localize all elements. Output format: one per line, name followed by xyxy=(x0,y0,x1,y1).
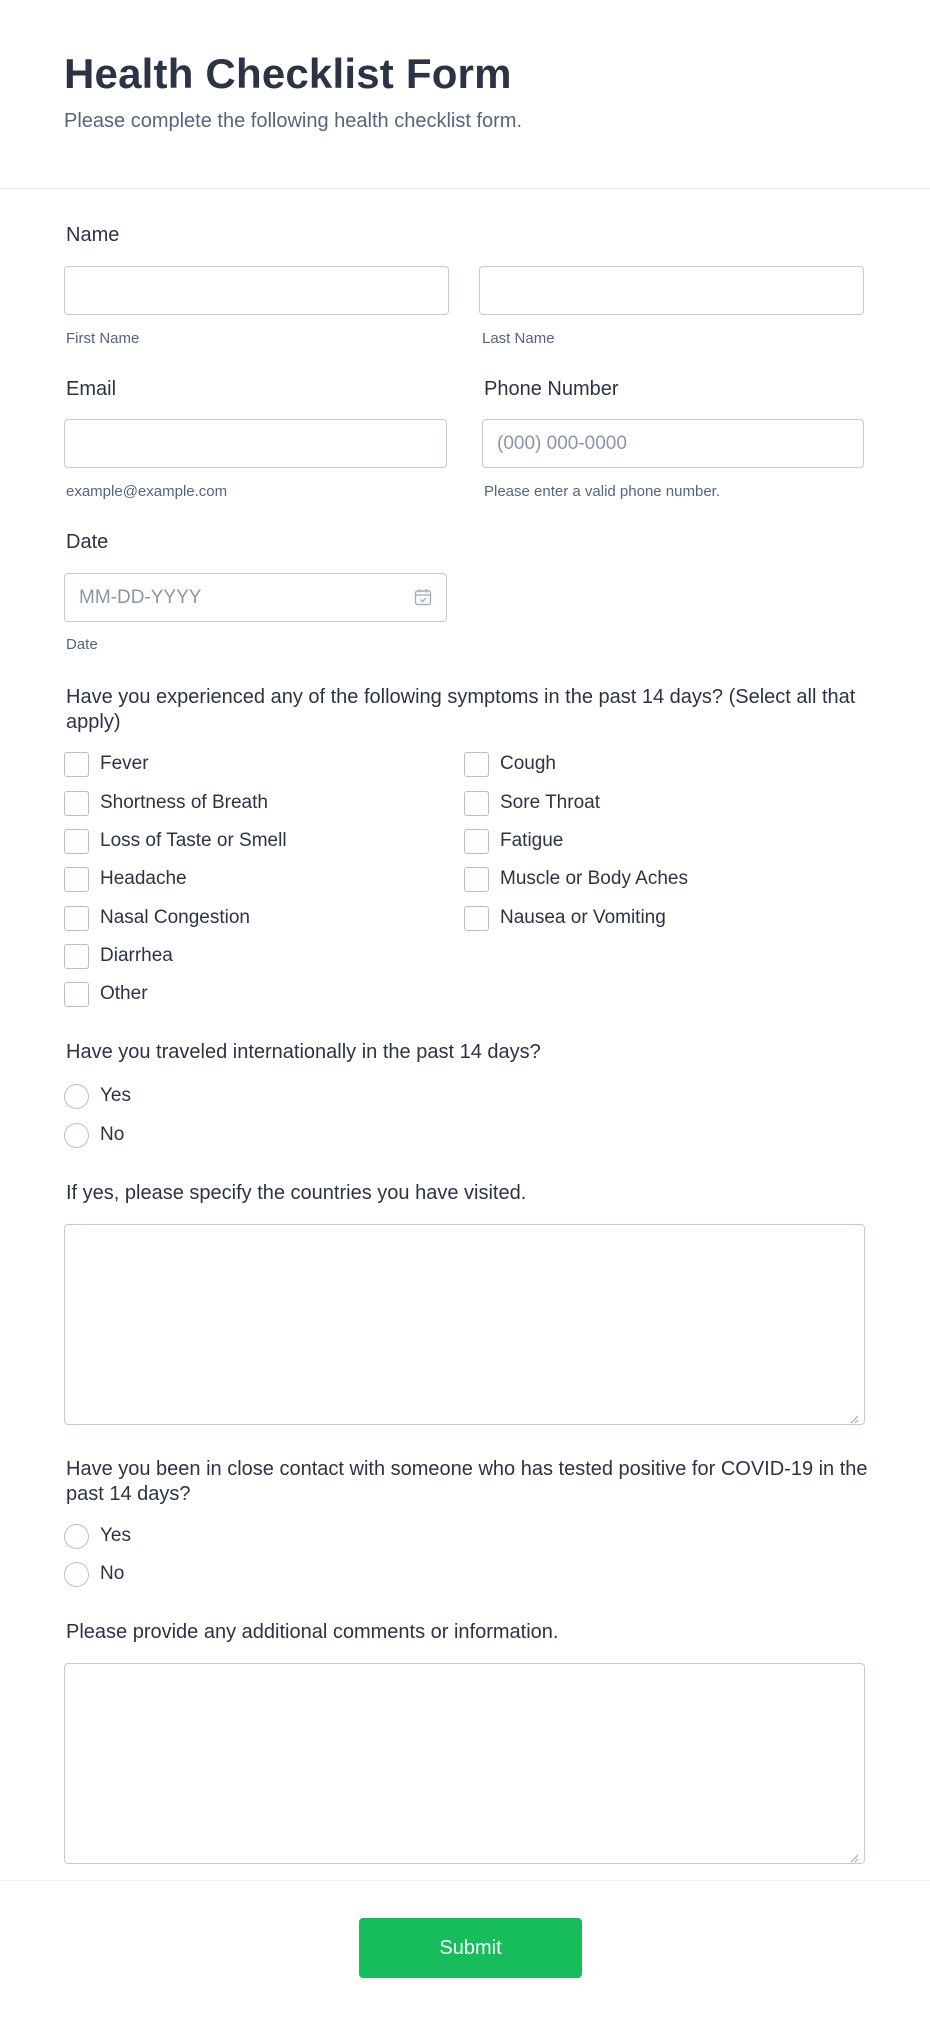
checkbox[interactable] xyxy=(64,944,89,969)
symptom-option[interactable] xyxy=(64,750,149,778)
date-label: Date xyxy=(66,531,109,553)
symptom-option[interactable] xyxy=(464,904,666,932)
radio-label: No xyxy=(100,1563,125,1584)
checkbox[interactable] xyxy=(64,829,89,854)
phone-sublabel: Please enter a valid phone number. xyxy=(484,483,720,500)
form-header xyxy=(0,0,930,189)
symptom-label: Diarrhea xyxy=(100,945,173,966)
checkbox[interactable] xyxy=(64,752,89,777)
comments-label: Please provide any additional comments or information. xyxy=(66,1621,559,1643)
symptom-option[interactable] xyxy=(64,904,250,932)
email-field[interactable] xyxy=(64,419,447,468)
radio-label: Yes xyxy=(100,1525,131,1546)
symptom-label: Shortness of Breath xyxy=(100,792,268,813)
symptom-label: Muscle or Body Aches xyxy=(500,868,688,889)
symptom-option[interactable] xyxy=(464,750,556,778)
checkbox[interactable] xyxy=(464,906,489,931)
radio-button[interactable] xyxy=(64,1524,89,1549)
symptom-label: Headache xyxy=(100,868,187,889)
checkbox[interactable] xyxy=(464,791,489,816)
phone-input[interactable] xyxy=(482,419,864,468)
checkbox[interactable] xyxy=(64,791,89,816)
travel-option-yes[interactable] xyxy=(64,1082,131,1110)
countries-label: If yes, please specify the countries you have visited. xyxy=(66,1182,527,1204)
checkbox[interactable] xyxy=(464,752,489,777)
countries-textarea[interactable] xyxy=(64,1224,865,1425)
checkbox[interactable] xyxy=(464,829,489,854)
symptom-label: Loss of Taste or Smell xyxy=(100,830,287,851)
email-label: Email xyxy=(66,378,117,400)
symptom-label: Other xyxy=(100,983,148,1004)
calendar-icon[interactable] xyxy=(414,588,432,606)
checkbox[interactable] xyxy=(64,982,89,1007)
last-name-input[interactable] xyxy=(479,266,864,315)
symptom-option[interactable] xyxy=(64,942,173,970)
symptom-option[interactable] xyxy=(64,980,148,1008)
email-sublabel: example@example.com xyxy=(66,483,228,500)
contact-question: Have you been in close contact with someone who has tested positive for COVID-19 in the past 14 days? xyxy=(66,1458,868,1505)
travel-question: Have you traveled internationally in the past 14 days? xyxy=(66,1041,541,1063)
radio-button[interactable] xyxy=(64,1123,89,1148)
symptom-label: Fatigue xyxy=(500,830,564,851)
contact-option-yes[interactable] xyxy=(64,1522,131,1550)
symptom-option[interactable] xyxy=(464,827,563,855)
first-name-sublabel: First Name xyxy=(66,330,140,347)
page-subtitle: Please complete the following health checklist form. xyxy=(64,110,523,132)
symptom-label: Cough xyxy=(500,753,556,774)
last-name-sublabel: Last Name xyxy=(482,330,555,347)
symptom-option[interactable] xyxy=(64,827,287,855)
symptom-option[interactable] xyxy=(64,789,268,817)
contact-option-no[interactable] xyxy=(64,1560,124,1588)
symptom-label: Nasal Congestion xyxy=(100,907,250,928)
symptom-option[interactable] xyxy=(464,789,600,817)
checkbox[interactable] xyxy=(64,906,89,931)
name-label: Name xyxy=(66,224,120,246)
checkbox[interactable] xyxy=(464,867,489,892)
symptom-label: Fever xyxy=(100,753,149,774)
symptom-label: Nausea or Vomiting xyxy=(500,907,666,928)
date-sublabel: Date xyxy=(66,636,98,653)
radio-label: Yes xyxy=(100,1085,131,1106)
phone-label: Phone Number xyxy=(484,378,619,400)
resize-handle-icon[interactable] xyxy=(850,1850,859,1859)
date-input[interactable] xyxy=(64,573,447,622)
radio-button[interactable] xyxy=(64,1084,89,1109)
radio-label: No xyxy=(100,1124,125,1145)
comments-textarea[interactable] xyxy=(64,1663,865,1864)
radio-button[interactable] xyxy=(64,1562,89,1587)
symptom-option[interactable] xyxy=(64,865,187,893)
symptom-label: Sore Throat xyxy=(500,792,600,813)
resize-handle-icon[interactable] xyxy=(850,1411,859,1420)
page-title: Health Checklist Form xyxy=(64,50,512,97)
travel-option-no[interactable] xyxy=(64,1121,124,1149)
symptom-option[interactable] xyxy=(464,865,688,893)
checkbox[interactable] xyxy=(64,867,89,892)
symptoms-question: Have you experienced any of the following symptoms in the past 14 days? (Select all that apply) xyxy=(66,686,856,733)
first-name-input[interactable] xyxy=(64,266,449,315)
submit-button[interactable]: Submit xyxy=(359,1918,582,1978)
